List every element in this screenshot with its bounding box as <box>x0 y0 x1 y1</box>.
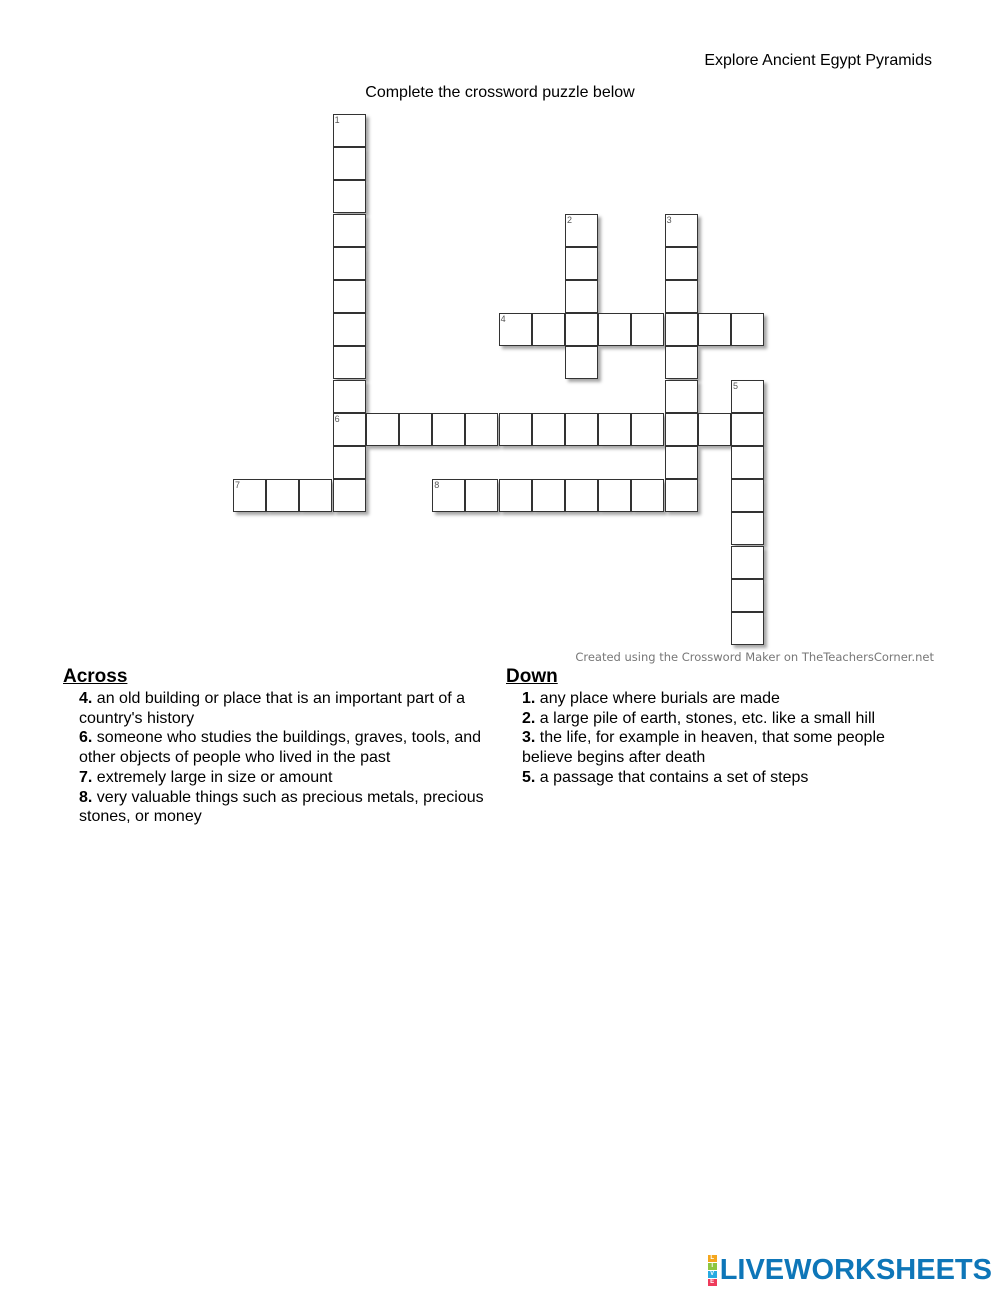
crossword-cell[interactable] <box>731 579 764 612</box>
clue-down-5: 5. a passage that contains a set of steps <box>522 768 809 786</box>
crossword-cell[interactable] <box>565 479 598 512</box>
crossword-cell[interactable] <box>598 313 631 346</box>
crossword-cell[interactable] <box>731 479 764 512</box>
crossword-cell[interactable] <box>731 413 764 446</box>
crossword-cell[interactable] <box>465 413 498 446</box>
instructions: Complete the crossword puzzle below <box>365 84 635 101</box>
crossword-cell[interactable] <box>333 114 366 147</box>
crossword-cell[interactable] <box>532 413 565 446</box>
clue-across-6: 6. someone who studies the buildings, graves, tools, and other objects of people who lived in the past <box>79 729 482 767</box>
crossword-cell[interactable] <box>532 313 565 346</box>
crossword-cell[interactable] <box>565 280 598 313</box>
crossword-cell[interactable] <box>299 479 332 512</box>
crossword-cell[interactable] <box>333 180 366 213</box>
crossword-cell[interactable] <box>665 346 698 379</box>
crossword-cell[interactable] <box>333 247 366 280</box>
clue-number-2: 2 <box>567 214 573 225</box>
logo-blocks-icon <box>708 1255 717 1286</box>
clue-number-7: 7 <box>235 480 241 491</box>
crossword-cell[interactable] <box>565 214 598 247</box>
crossword-cell[interactable] <box>333 479 366 512</box>
crossword-cell[interactable] <box>565 413 598 446</box>
liveworksheets-logo <box>708 1252 992 1288</box>
crossword-cell[interactable] <box>665 313 698 346</box>
crossword-cell[interactable] <box>665 247 698 280</box>
crossword-cell[interactable] <box>366 413 399 446</box>
crossword-cell[interactable] <box>333 346 366 379</box>
crossword-cell[interactable] <box>665 479 698 512</box>
crossword-cell[interactable] <box>565 313 598 346</box>
crossword-cell[interactable] <box>333 380 366 413</box>
crossword-cell[interactable] <box>731 380 764 413</box>
crossword-cell[interactable] <box>698 313 731 346</box>
crossword-cell[interactable] <box>698 413 731 446</box>
clue-down-1: 1. any place where burials are made <box>522 690 780 707</box>
crossword-cell[interactable] <box>665 413 698 446</box>
crossword-cell[interactable] <box>465 479 498 512</box>
logo-block-v: V <box>708 1271 717 1278</box>
crossword-cell[interactable] <box>399 413 432 446</box>
crossword-cell[interactable] <box>266 479 299 512</box>
brand-text: LIVEWORKSHEETS <box>719 1253 992 1286</box>
clue-down-3: 3. the life, for example in heaven, that some people believe begins after death <box>522 729 885 767</box>
clue-number-1: 1 <box>334 115 340 125</box>
crossword-cell[interactable] <box>598 413 631 446</box>
clue-number-8: 8 <box>434 480 440 491</box>
crossword-cell[interactable] <box>565 346 598 379</box>
crossword-cell[interactable] <box>731 446 764 479</box>
crossword-cell[interactable] <box>333 446 366 479</box>
clue-across-4: 4. an old building or place that is an important part of a country's history <box>79 690 466 727</box>
crossword-cell[interactable] <box>499 413 532 446</box>
down-heading: Down <box>506 666 558 687</box>
crossword-cell[interactable] <box>631 413 664 446</box>
crossword-cell[interactable] <box>532 479 565 512</box>
crossword-cell[interactable] <box>333 214 366 247</box>
crossword-cell[interactable] <box>665 380 698 413</box>
crossword-cell[interactable] <box>333 313 366 346</box>
crossword-cell[interactable] <box>731 612 764 645</box>
clue-number-5: 5 <box>733 380 739 391</box>
crossword-cell[interactable] <box>665 280 698 313</box>
crossword-cell[interactable] <box>333 413 366 446</box>
logo-block-i: I <box>708 1263 717 1270</box>
crossword-cell[interactable] <box>631 479 664 512</box>
crossword-cell[interactable] <box>731 512 764 545</box>
page-header-title: Explore Ancient Egypt Pyramids <box>704 52 932 69</box>
crossword-cell[interactable] <box>499 479 532 512</box>
credit-line: Created using the Crossword Maker on TheTeachersCorner.net <box>575 650 934 664</box>
down-clues <box>506 666 926 788</box>
crossword-cell[interactable] <box>631 313 664 346</box>
across-clues <box>63 666 488 827</box>
clue-number-6: 6 <box>334 413 340 424</box>
crossword-cell[interactable] <box>665 446 698 479</box>
crossword-cell[interactable] <box>731 546 764 579</box>
clue-down-2: 2. a large pile of earth, stones, etc. like a small hill <box>522 709 876 727</box>
crossword-cell[interactable] <box>565 247 598 280</box>
crossword-cell[interactable] <box>432 413 465 446</box>
crossword-cell[interactable] <box>731 313 764 346</box>
crossword-cell[interactable] <box>499 313 532 346</box>
clue-number-3: 3 <box>666 214 672 225</box>
crossword-cell[interactable] <box>598 479 631 512</box>
across-heading: Across <box>63 666 128 687</box>
crossword-cell[interactable] <box>432 479 465 512</box>
crossword-cell[interactable] <box>333 147 366 180</box>
clue-across-7: 7. extremely large in size or amount <box>79 768 333 786</box>
crossword-cell[interactable] <box>333 280 366 313</box>
clue-number-4: 4 <box>500 314 506 325</box>
crossword-cell[interactable] <box>665 214 698 247</box>
clue-across-8: 8. very valuable things such as precious metals, precious stones, or money <box>79 788 484 826</box>
logo-block-l: L <box>708 1255 717 1262</box>
crossword-cell[interactable] <box>233 479 266 512</box>
logo-block-e: E <box>708 1279 717 1286</box>
